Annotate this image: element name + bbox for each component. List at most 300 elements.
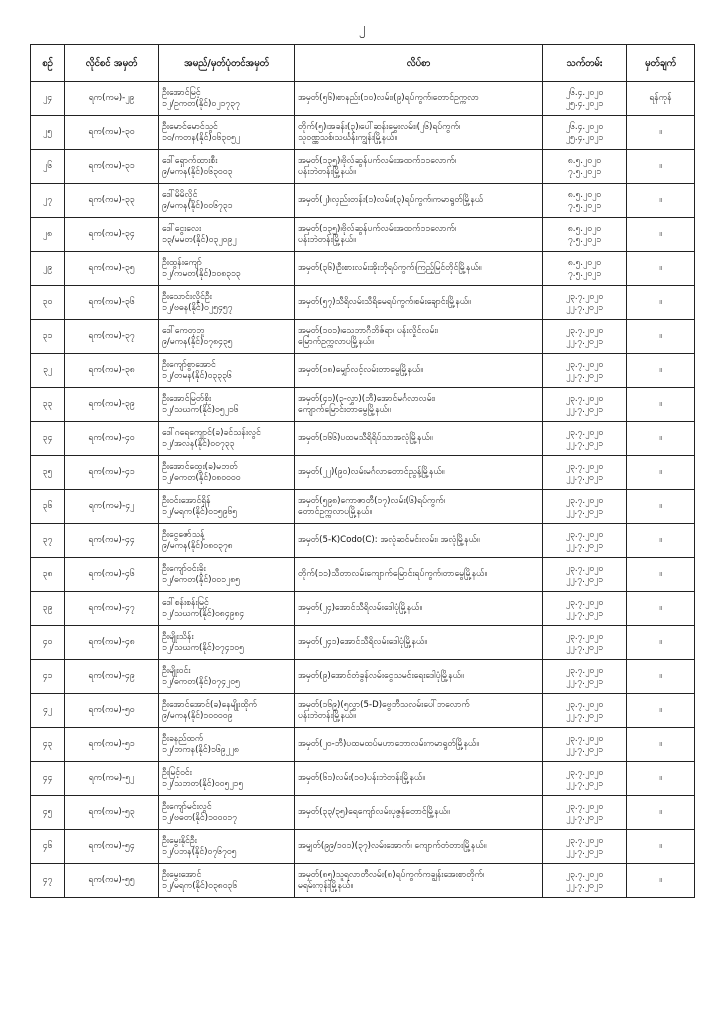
address-cell xyxy=(295,660,543,694)
serial-cell: ၃၄ xyxy=(31,422,65,456)
page-number: ၂ xyxy=(358,21,366,36)
remark-cell: ရန်ကုန် xyxy=(627,82,695,116)
name-cell xyxy=(159,490,295,524)
name-cell xyxy=(159,388,295,422)
name-line: ၁၂/တမန(နိုင်)၀၃၃၃၆ xyxy=(162,370,232,381)
name-line: ဦးအောင်အောင်(ခ)နေမျိုးထိုက် xyxy=(162,699,258,710)
remark-cell: ။ xyxy=(627,524,695,558)
table-row xyxy=(31,354,695,388)
serial-cell: ၃၃ xyxy=(31,388,65,422)
date-line: ၂၃.၇.၂၀၂၀ xyxy=(565,325,604,336)
validity-cell xyxy=(543,422,627,456)
name-line: ဦးမွေးနိုင်ဦး xyxy=(162,835,197,846)
header-remark: မှတ်ချက် xyxy=(627,45,695,82)
serial-cell: ၃၉ xyxy=(31,592,65,626)
name-line: ဦးကျော်ဝင်းခိုး xyxy=(162,563,206,574)
remark-cell: ။ xyxy=(627,456,695,490)
date-line: ၂၂.၇.၂၀၂၁ xyxy=(566,404,603,415)
name-cell xyxy=(159,796,295,830)
name-line: ၉/မကန(နိုင်)၀၀၆၇၃၁ xyxy=(162,200,233,211)
name-cell xyxy=(159,592,295,626)
address-cell xyxy=(295,150,543,184)
address-line: အမှတ်(၂၄)အောင်သီရိလမ်းဒေါပုံမြို့နယ်။ xyxy=(298,603,423,613)
serial-cell: ၂၉ xyxy=(31,252,65,286)
name-line: ၁၂/မရက(နိုင်)၀၁၅၉၆၅ xyxy=(162,506,238,517)
address-cell xyxy=(295,694,543,728)
name-line: ဒေါ်ကေတုဘူ xyxy=(162,325,205,336)
serial-cell: ၃၆ xyxy=(31,490,65,524)
validity-cell xyxy=(543,184,627,218)
name-line: ၁၂/ဗဓတ(နိုင်)၁၀၀၀၁၇ xyxy=(162,812,237,823)
name-line: ဦးခနည်ထက် xyxy=(162,733,204,744)
header-validity: သက်တမ်း xyxy=(543,45,627,82)
name-cell xyxy=(159,694,295,728)
name-line: ၁၂/ဥကတ(နိုင်)၀၂၁၇၃၇ xyxy=(162,98,240,109)
license-cell: ရက(ကမ)-၅၂ xyxy=(65,762,159,796)
table-row xyxy=(31,388,695,422)
name-line: ၁၂/သဃက(နိုင်)၀၅၂၁၆ xyxy=(162,404,239,415)
address-line: အမှတ်(၂၂)(၉၀)လမ်းမင်္ဂလာတောင်ညွန့်မြို့နယ်။ xyxy=(298,467,445,477)
validity-cell xyxy=(543,388,627,422)
remark-cell: ။ xyxy=(627,286,695,320)
address-cell xyxy=(295,422,543,456)
name-cell xyxy=(159,320,295,354)
address-line: ပန်းဘဲတန်းမြို့နယ်။ xyxy=(298,710,356,721)
table-row xyxy=(31,864,695,898)
validity-cell xyxy=(543,762,627,796)
address-cell xyxy=(295,864,543,898)
address-line: အမှတ်(၁၆၉)(၅လွှာ(5-D)ဗွေဘီသလမ်းပေါ်ဘလောက် xyxy=(298,699,470,710)
address-line: အမှတ်(၃၆)၊ဦးစားလမ်းအိုးဘိုရပ်ကွက်၊ကြည့်မြင်တိုင်မြို့နယ်။ xyxy=(298,263,482,273)
address-line: တိုက်(၁၁)သီတာလမ်းကျောက်မြောင်းရပ်ကွက်၊တာမွေမြို့နယ်။ xyxy=(298,569,488,579)
address-line: တိုက်(၅)၊အခန်း(၃)၊ပေါ်ဆန်းမွှေးလမ်း၊(၂၆)ရပ်ကွက်၊ xyxy=(298,121,461,132)
name-line: ၁၀/ကတန(နိုင်)၀၆၃၀၅၂ xyxy=(162,132,241,143)
name-cell xyxy=(159,82,295,116)
date-line: ၂၃.၇.၂၀၂၀ xyxy=(565,665,604,676)
address-cell xyxy=(295,762,543,796)
license-cell: ရက(ကမ)-၃၄ xyxy=(65,218,159,252)
address-line: အမှတ်(၅၉၈)ကောဇာတီ(၁၇)လမ်း(၆)ရပ်ကွက်၊ xyxy=(298,495,446,506)
license-cell: ရက(ကမ)-၄၁ xyxy=(65,456,159,490)
address-cell xyxy=(295,82,543,116)
date-line: ၂၂.၇.၂၀၂၁ xyxy=(566,778,603,789)
license-cell: ရက(ကမ)-၃၈ xyxy=(65,354,159,388)
remark-cell: ။ xyxy=(627,150,695,184)
validity-cell xyxy=(543,796,627,830)
address-line: ကျောက်မြောင်းတာမွေမြို့နယ်။ xyxy=(298,404,391,415)
license-cell: ရက(ကမ)-၄၄ xyxy=(65,524,159,558)
license-cell: ရက(ကမ)-၄၆ xyxy=(65,558,159,592)
license-cell: ရက(ကမ)-၅၁ xyxy=(65,728,159,762)
date-line: ၂၂.၇.၂၀၂၁ xyxy=(566,370,603,381)
address-line: အမှတ်(၅၇)သီရိလမ်းသီရိမေရပ်ကွက်၊စမ်းချောင်းမြို့နယ်။ xyxy=(298,297,471,307)
validity-cell xyxy=(543,354,627,388)
address-line: အမှတ်(၂၀-ဘီ)ပထမထပ်မဟာဘောလမ်းကမာရွတ်မြို့နယ်။ xyxy=(298,739,479,749)
validity-cell xyxy=(543,864,627,898)
license-cell: ရက(ကမ)-၅၃ xyxy=(65,796,159,830)
name-line: ဦးဝင်းအောင်ရှိန် xyxy=(162,495,211,506)
name-line: ၁၂/သဃက(နိုင်)၀၇၄၁၀၅ xyxy=(162,642,244,653)
address-cell xyxy=(295,354,543,388)
address-cell xyxy=(295,796,543,830)
license-cell: ရက(ကမ)-၃၅ xyxy=(65,252,159,286)
address-cell xyxy=(295,184,543,218)
name-line: ၁၂/ဓကတ(နိုင်)၀၀၁၂၈၅ xyxy=(162,574,240,585)
address-line: မရမ်းကုန်းမြို့နယ်။ xyxy=(298,880,354,891)
name-line: ၁၂/သဘတ(နိုင်)၀၀၅၂၁၅ xyxy=(162,778,244,789)
validity-cell xyxy=(543,286,627,320)
table-row xyxy=(31,830,695,864)
table-row xyxy=(31,694,695,728)
name-cell xyxy=(159,150,295,184)
serial-cell: ၄၅ xyxy=(31,796,65,830)
name-line: ဒေါ်စန်းစန်းမြင့် xyxy=(162,597,209,608)
table-row xyxy=(31,320,695,354)
serial-cell: ၃၈ xyxy=(31,558,65,592)
name-line: ဒေါ်မိမိလှိုင် xyxy=(162,189,198,200)
date-line: ၂၂.၇.၂၀၂၁ xyxy=(566,302,603,313)
serial-cell: ၂၆ xyxy=(31,150,65,184)
name-line: ဦးမြင့်ဝင်း xyxy=(162,767,192,778)
serial-cell: ၄၇ xyxy=(31,864,65,898)
serial-cell: ၃၀ xyxy=(31,286,65,320)
name-line: ဦးမျိုးဝင်း xyxy=(162,665,191,676)
date-line: ၂၃.၇.၂၀၂၀ xyxy=(565,733,604,744)
header-license-no: လိုင်စင် အမှတ် xyxy=(65,45,159,82)
date-line: ၈.၅.၂၀၂၀ xyxy=(567,223,602,234)
table-row xyxy=(31,150,695,184)
remark-cell: ။ xyxy=(627,626,695,660)
license-cell: ရက(ကမ)-၄၂ xyxy=(65,490,159,524)
name-cell xyxy=(159,456,295,490)
date-line: ၂၃.၇.၂၀၂၀ xyxy=(565,291,604,302)
address-line: အမျှတ်(၉၉/၁၀၁)(၃၇)လမ်းအောက်၊ ကျောက်တံတားမြို့နယ်။ xyxy=(298,841,487,851)
name-cell xyxy=(159,762,295,796)
date-line: ၈.၅.၂၀၂၀ xyxy=(567,155,602,166)
table-row xyxy=(31,796,695,830)
address-cell xyxy=(295,252,543,286)
validity-cell xyxy=(543,626,627,660)
name-line: ၁၂/ဓကတ(နိုင်)၀၈၀၀၀၀ xyxy=(162,472,241,483)
address-cell xyxy=(295,456,543,490)
name-line: ဦးမွေးအောင် xyxy=(162,869,202,880)
name-line: ၁၂/မရက(နိုင်)၀၃၈၀၃၆ xyxy=(162,880,238,891)
date-line: ၂၂.၇.၂၀၂၁ xyxy=(566,812,603,823)
remark-cell: ။ xyxy=(627,660,695,694)
serial-cell: ၄၃ xyxy=(31,728,65,762)
license-cell: ရက(ကမ)-၃၀ xyxy=(65,116,159,150)
serial-cell: ၂၇ xyxy=(31,184,65,218)
name-cell xyxy=(159,422,295,456)
validity-cell xyxy=(543,490,627,524)
table-row xyxy=(31,762,695,796)
address-cell xyxy=(295,116,543,150)
validity-cell xyxy=(543,728,627,762)
date-line: ၂၃.၇.၂၀၂၀ xyxy=(565,427,604,438)
date-line: ၈.၅.၂၀၂၀ xyxy=(567,189,602,200)
name-line: ၁၂/ကမတ(နိုင်)၁၀၈၃၁၃ xyxy=(162,268,241,279)
remark-cell: ။ xyxy=(627,252,695,286)
date-line: ၂၂.၇.၂၀၂၁ xyxy=(566,438,603,449)
date-line: ၂၃.၇.၂၀၂၀ xyxy=(565,597,604,608)
validity-cell xyxy=(543,218,627,252)
name-line: ၁၃/မမတ(နိုင်)၀၃၂၀၉၂ xyxy=(162,234,237,245)
address-line: အမှတ်(၆၁)လမ်း(၁၀)ပန်းဘဲတန်းမြို့နယ်။ xyxy=(298,773,425,783)
address-line: အမှတ်(၁၈)မျှော်လင့်လမ်းတာမွေမြို့နယ်။ xyxy=(298,365,423,375)
validity-cell xyxy=(543,116,627,150)
name-line: ဒေါ်ငွေးလေး xyxy=(162,223,202,234)
table-row xyxy=(31,422,695,456)
license-cell: ရက(ကမ)-၄၈ xyxy=(65,626,159,660)
serial-cell: ၃၂ xyxy=(31,354,65,388)
serial-cell: ၂၅ xyxy=(31,116,65,150)
validity-cell xyxy=(543,82,627,116)
date-line: ၂၂.၇.၂၀၂၁ xyxy=(566,336,603,347)
license-cell: ရက(ကမ)-၃၇ xyxy=(65,320,159,354)
date-line: ၇.၅.၂၀၂၁ xyxy=(567,166,602,177)
license-cell: ရက(ကမ)-၃၆ xyxy=(65,286,159,320)
date-line: ၈.၅.၂၀၂၀ xyxy=(567,257,602,268)
date-line: ၂၂.၇.၂၀၂၁ xyxy=(566,880,603,891)
license-cell: ရက(ကမ)-၃၃ xyxy=(65,184,159,218)
name-cell xyxy=(159,218,295,252)
name-line: ၁၂/ဘကန(နိုင်)၁၆၉၂၂၈ xyxy=(162,744,239,755)
remark-cell: ။ xyxy=(627,592,695,626)
address-line: အမှတ်(5-K)Codo(C): အလုံဆင်မင်းလမ်း၊ အလုံမြို့နယ်။ xyxy=(298,535,480,545)
remark-cell: ။ xyxy=(627,116,695,150)
date-line: ၂၂.၇.၂၀၂၁ xyxy=(566,574,603,585)
name-cell xyxy=(159,252,295,286)
date-line: ၂၂.၇.၂၀၂၁ xyxy=(566,506,603,517)
serial-cell: ၄၀ xyxy=(31,626,65,660)
table-row xyxy=(31,116,695,150)
date-line: ၂၂.၇.၂၀၂၁ xyxy=(566,472,603,483)
license-cell: ရက(ကမ)-၅၀ xyxy=(65,694,159,728)
address-cell xyxy=(295,592,543,626)
serial-cell: ၃၇ xyxy=(31,524,65,558)
name-cell xyxy=(159,558,295,592)
address-line: အမှတ်(၈၅)သူရလာတီလမ်း(၈)ရပ်ကွက်ကချွန်းအေးစာတိုက်၊ xyxy=(298,869,485,880)
license-cell: ရက(ကမ)-၄၉ xyxy=(65,660,159,694)
table-row xyxy=(31,252,695,286)
date-line: ၂၂.၇.၂၀၂၁ xyxy=(566,608,603,619)
name-line: ဦးငွေဇော်သန့် xyxy=(162,529,205,540)
remark-cell: ။ xyxy=(627,558,695,592)
address-line: ပန်းဘဲတန်းမြို့နယ်။ xyxy=(298,166,356,177)
table-row xyxy=(31,218,695,252)
name-line: ၉/မကန(နိုင်)၁၀၀၀၀၉ xyxy=(162,710,233,721)
name-cell xyxy=(159,830,295,864)
serial-cell: ၄၄ xyxy=(31,762,65,796)
table-row xyxy=(31,490,695,524)
license-cell: ရက(ကမ)-၃၁ xyxy=(65,150,159,184)
date-line: ၂၃.၇.၂၀၂၀ xyxy=(565,699,604,710)
validity-cell xyxy=(543,592,627,626)
address-cell xyxy=(295,388,543,422)
date-line: ၂၃.၇.၂၀၂၀ xyxy=(565,359,604,370)
date-line: ၂၂.၇.၂၀၂၁ xyxy=(566,642,603,653)
license-cell: ရက(ကမ)-၅၄ xyxy=(65,830,159,864)
name-cell xyxy=(159,864,295,898)
validity-cell xyxy=(543,320,627,354)
date-line: ၂၃.၇.၂၀၂၀ xyxy=(565,801,604,812)
license-cell: ရက(ကမ)-၂၉ xyxy=(65,82,159,116)
date-line: ၂၃.၇.၂၀၂၀ xyxy=(565,495,604,506)
table-header-row xyxy=(31,45,695,82)
table-row xyxy=(31,626,695,660)
address-cell xyxy=(295,830,543,864)
validity-cell xyxy=(543,558,627,592)
license-table xyxy=(30,44,695,898)
date-line: ၂၃.၇.၂၀၂၀ xyxy=(565,869,604,880)
address-line: အမှတ်(၂)၊လှည်းတန်း(၁)လမ်း၊(၃)ရပ်ကွက်၊ကမာရွတ်မြို့နယ် xyxy=(298,195,484,205)
address-cell xyxy=(295,286,543,320)
date-line: ၂၂.၇.၂၀၂၁ xyxy=(566,846,603,857)
address-line: မြောက်ဥက္ကလာပမြို့နယ်။ xyxy=(298,336,374,347)
name-line: ဒေါ်ဂရေကျောင်(ခ)ခင်သန်းလွင် xyxy=(162,427,261,438)
license-cell: ရက(ကမ)-၃၉ xyxy=(65,388,159,422)
serial-cell: ၂၄ xyxy=(31,82,65,116)
remark-cell: ။ xyxy=(627,864,695,898)
address-line: အမှတ်(၁၆၆)ပထမသီရိရိပ်သာအလုံမြို့နယ်။ xyxy=(298,433,433,443)
table-row xyxy=(31,184,695,218)
address-line: ပန်းဘဲတန်းမြို့နယ်။ xyxy=(298,234,356,245)
remark-cell: ။ xyxy=(627,728,695,762)
date-line: ၂၆.၄.၂၀၂၀ xyxy=(565,121,604,132)
table-row xyxy=(31,524,695,558)
serial-cell: ၄၂ xyxy=(31,694,65,728)
name-cell xyxy=(159,728,295,762)
remark-cell: ။ xyxy=(627,354,695,388)
date-line: ၂၅.၄.၂၀၂၁ xyxy=(565,132,604,143)
address-cell xyxy=(295,558,543,592)
name-line: ၉/မကန(နိုင်)၀၆၃၀၀၃ xyxy=(162,166,233,177)
remark-cell: ။ xyxy=(627,388,695,422)
name-line: ဦးထွန်းကျော် xyxy=(162,257,202,268)
date-line: ၂၃.၇.၂၀၂၀ xyxy=(565,767,604,778)
header-address: လိပ်စာ xyxy=(295,45,543,82)
remark-cell: ။ xyxy=(627,490,695,524)
header-name-registration: အမည်/မှတ်ပုံတင်အမှတ် xyxy=(159,45,295,82)
name-line: ၁၂/ဓကတ(နိုင်)၀၇၄၂၀၅ xyxy=(162,676,240,687)
date-line: ၂၃.၇.၂၀၂၀ xyxy=(565,631,604,642)
address-line: သုဝဏ္ဏသစ်၊သင်္ဃန်းကျွန်းမြို့နယ်။ xyxy=(298,132,398,143)
name-cell xyxy=(159,116,295,150)
serial-cell: ၄၆ xyxy=(31,830,65,864)
address-line: အမှတ်(၉)အောင်တံခွန်လမ်းငွေသမင်းရေးဒေါပုံမြို့နယ်။ xyxy=(298,671,464,681)
table-row xyxy=(31,286,695,320)
date-line: ၇.၅.၂၀၂၁ xyxy=(567,234,602,245)
date-line: ၂၂.၇.၂၀၂၁ xyxy=(566,676,603,687)
license-cell: ရက(ကမ)-၄၀ xyxy=(65,422,159,456)
address-cell xyxy=(295,490,543,524)
name-line: ဦးအောင်ထွေး(ခ)မဘတ် xyxy=(162,461,238,472)
table-row xyxy=(31,558,695,592)
date-line: ၂၃.၇.၂၀၂၀ xyxy=(565,563,604,574)
license-cell: ရက(ကမ)-၅၅ xyxy=(65,864,159,898)
remark-cell: ။ xyxy=(627,218,695,252)
name-cell xyxy=(159,184,295,218)
table-row xyxy=(31,456,695,490)
remark-cell: ။ xyxy=(627,762,695,796)
address-line: တောင်ဥက္ကလာပမြို့နယ်။ xyxy=(298,506,373,517)
date-line: ၂၃.၇.၂၀၂၀ xyxy=(565,529,604,540)
name-cell xyxy=(159,524,295,558)
serial-cell: ၂၈ xyxy=(31,218,65,252)
name-line: ဦးကျော်မင်းလွင် xyxy=(162,801,212,812)
name-line: ၁၂/ဗဓန(နိုင်)၀၂၅၄၅၇ xyxy=(162,302,233,313)
address-cell xyxy=(295,728,543,762)
table-row xyxy=(31,82,695,116)
address-line: အမှတ်(၄၁)(၃-လွှာ)(ဘီ)အောင်မင်္ဂလာလမ်း၊ xyxy=(298,393,436,404)
name-line: ၁၂/အလန(နိုင်)၀၀၇၃၃ xyxy=(162,438,235,449)
name-cell xyxy=(159,660,295,694)
validity-cell xyxy=(543,694,627,728)
name-line: ဦးကျော်စွာအောင် xyxy=(162,359,216,370)
serial-cell: ၃၅ xyxy=(31,456,65,490)
license-cell: ရက(ကမ)-၄၇ xyxy=(65,592,159,626)
name-line: ဦးအောင်မြတ်စိုး xyxy=(162,393,212,404)
validity-cell xyxy=(543,252,627,286)
remark-cell: ။ xyxy=(627,320,695,354)
name-line: ဦးသောင်းလှိုင်ဦး xyxy=(162,291,212,302)
address-line: အမှတ်(၁၀၁)၊သေဘာဂီဘိဇ်ရာ၊ ပန်းလှိုင်လမ်း၊ xyxy=(298,325,438,336)
date-line: ၇.၅.၂၀၂၁ xyxy=(567,200,602,211)
remark-cell: ။ xyxy=(627,830,695,864)
address-line: အမှတ်(၅၆)၊စာနည်း(၁၀)လမ်း၊(၉)ရပ်ကွက်၊တောင်ဥက္ကလာ xyxy=(298,93,479,103)
date-line: ၂၂.၇.၂၀၂၁ xyxy=(566,540,603,551)
remark-cell: ။ xyxy=(627,694,695,728)
remark-cell: ။ xyxy=(627,796,695,830)
address-line: အမှတ်(၁၃၅)၊ဗိုလ်ဆွန်ပက်လမ်းအထက်၁၁လောက်၊ xyxy=(298,155,457,166)
address-cell xyxy=(295,218,543,252)
address-line: အမှတ်(၃၃/၃၅)ရေကျော်လမ်းပုဇွန်တောင်မြို့နယ်။ xyxy=(298,807,450,817)
address-cell xyxy=(295,524,543,558)
header-serial: စဉ် xyxy=(31,45,65,82)
name-line: ၉/မကန(နိုင်)၀၇၈၄၃၅ xyxy=(162,336,233,347)
date-line: ၂၂.၇.၂၀၂၁ xyxy=(566,710,603,721)
validity-cell xyxy=(543,456,627,490)
date-line: ၂၃.၇.၂၀၂၀ xyxy=(565,393,604,404)
date-line: ၂၂.၇.၂၀၂၁ xyxy=(566,744,603,755)
name-line: ဦးမောင်မောင်သွင် xyxy=(162,121,218,132)
address-cell xyxy=(295,626,543,660)
address-line: အမှတ်(၂၄၁)အောင်သီရိလမ်းဒေါပုံမြို့နယ်။ xyxy=(298,637,427,647)
table-row xyxy=(31,728,695,762)
validity-cell xyxy=(543,150,627,184)
remark-cell: ။ xyxy=(627,184,695,218)
name-line: ဒေါ်ရှောက်ထားစီး xyxy=(162,155,218,166)
name-line: ၉/မကန(နိုင်)၀၈၀၃၇၈ xyxy=(162,540,233,551)
remark-cell: ။ xyxy=(627,422,695,456)
validity-cell xyxy=(543,524,627,558)
date-line: ၂၅.၄.၂၀၂၁ xyxy=(565,98,604,109)
name-line: ၁၂/သဃက(နိုင်)၀၈၄၉၈၄ xyxy=(162,608,245,619)
validity-cell xyxy=(543,660,627,694)
name-cell xyxy=(159,626,295,660)
table-row xyxy=(31,592,695,626)
date-line: ၇.၅.၂၀၂၁ xyxy=(567,268,602,279)
name-cell xyxy=(159,354,295,388)
date-line: ၂၃.၇.၂၀၂၀ xyxy=(565,461,604,472)
name-line: ၁၂/ပဘန(နိုင်)၀၇၆၇၀၅ xyxy=(162,846,237,857)
serial-cell: ၄၁ xyxy=(31,660,65,694)
name-line: ဦးမျိုးသိန်း xyxy=(162,631,194,642)
table-body xyxy=(31,82,695,898)
address-cell xyxy=(295,320,543,354)
serial-cell: ၃၁ xyxy=(31,320,65,354)
date-line: ၂၃.၇.၂၀၂၀ xyxy=(565,835,604,846)
